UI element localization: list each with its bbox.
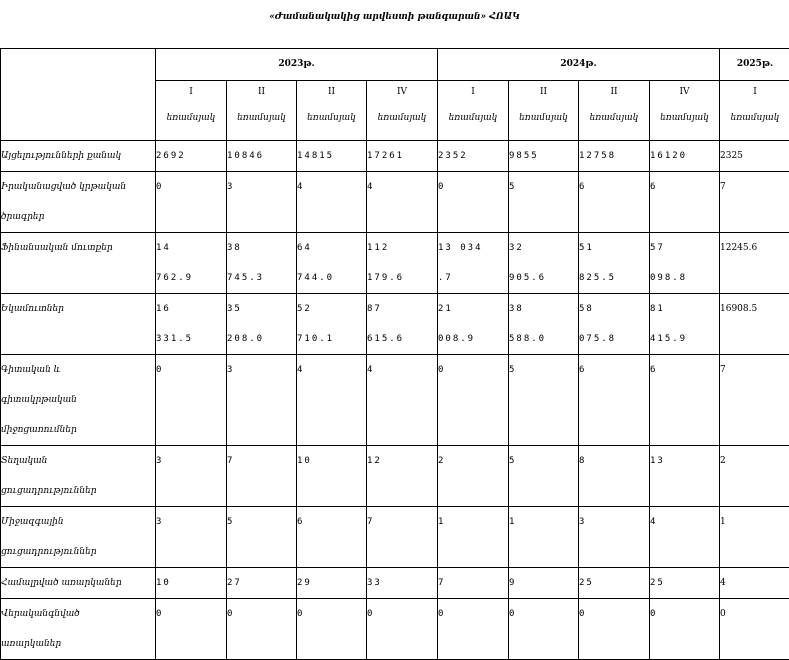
cell-value: 7 <box>227 446 296 476</box>
quarter-number: II <box>579 81 649 103</box>
data-cell <box>156 507 227 568</box>
data-cell <box>438 446 509 507</box>
table-row <box>1 507 789 568</box>
year-header-2023: 2023թ. <box>156 49 438 81</box>
table-row <box>1 172 789 233</box>
cell-value: 13 <box>650 446 719 476</box>
data-cell <box>720 446 789 507</box>
cell-value: 14 <box>156 233 226 263</box>
data-cell <box>297 507 367 568</box>
row-label-line: Գիտական և <box>1 355 155 385</box>
data-cell <box>227 233 297 294</box>
table-row <box>1 446 789 507</box>
cell-value: 52 <box>297 294 366 324</box>
cell-value: 3 <box>227 355 296 385</box>
data-cell <box>367 141 438 172</box>
data-cell <box>509 599 579 660</box>
row-label-line: ցուցադրություններ <box>1 537 155 567</box>
cell-value: 16120 <box>650 141 719 171</box>
data-cell <box>720 355 789 446</box>
data-cell <box>297 568 367 599</box>
data-cell <box>650 141 720 172</box>
data-cell <box>367 233 438 294</box>
data-cell <box>650 172 720 233</box>
table-row <box>1 568 789 599</box>
cell-value: 4 <box>367 172 437 202</box>
cell-value: 0 <box>156 172 226 202</box>
row-label-line: Ֆինանսական մուտքեր <box>1 233 155 263</box>
data-cell <box>650 233 720 294</box>
cell-value: 4 <box>720 568 789 598</box>
data-cell <box>438 568 509 599</box>
data-cell <box>650 507 720 568</box>
cell-value: 1 <box>438 507 508 537</box>
data-cell <box>367 446 438 507</box>
data-cell <box>509 294 579 355</box>
data-cell <box>720 141 789 172</box>
quarter-number: II <box>227 81 296 103</box>
cell-value: 58 <box>579 294 649 324</box>
cell-value: 17261 <box>367 141 437 171</box>
data-cell <box>509 141 579 172</box>
data-cell <box>579 233 650 294</box>
cell-value: 208.0 <box>227 324 296 354</box>
cell-value: 825.5 <box>579 263 649 293</box>
cell-value: 4 <box>297 172 366 202</box>
row-label-line: գիտակրթական <box>1 385 155 415</box>
cell-value: 10 <box>297 446 366 476</box>
cell-value: 7 <box>720 355 789 385</box>
cell-value: 16 <box>156 294 226 324</box>
cell-value: 9 <box>509 568 578 598</box>
data-cell <box>227 355 297 446</box>
cell-value: 57 <box>650 233 719 263</box>
quarter-number: II <box>509 81 578 103</box>
data-cell <box>297 294 367 355</box>
data-cell <box>297 599 367 660</box>
data-cell <box>509 355 579 446</box>
row-label-line: ցուցադրություններ <box>1 476 155 506</box>
cell-value: 0 <box>438 172 508 202</box>
data-cell <box>297 141 367 172</box>
data-cell <box>367 599 438 660</box>
cell-value: 0 <box>438 355 508 385</box>
data-cell <box>720 172 789 233</box>
year-header-2025: 2025թ. <box>720 49 789 81</box>
cell-value: 4 <box>650 507 719 537</box>
row-label <box>1 294 156 355</box>
cell-value: 0 <box>297 599 366 629</box>
cell-value: 2325 <box>720 141 789 171</box>
cell-value: 9855 <box>509 141 578 171</box>
table-row <box>1 294 789 355</box>
row-label <box>1 233 156 294</box>
row-label-line: առարկաներ <box>1 629 155 659</box>
quarter-word: եռամսյակ <box>227 103 296 133</box>
data-cell <box>156 172 227 233</box>
cell-value: 16908.5 <box>720 294 789 324</box>
quarter-number: IV <box>367 81 437 103</box>
row-label-line: Տեղական <box>1 446 155 476</box>
cell-value: 27 <box>227 568 296 598</box>
quarter-header <box>509 81 579 141</box>
data-cell <box>438 172 509 233</box>
cell-value: 38 <box>227 233 296 263</box>
cell-value: 33 <box>367 568 437 598</box>
row-label-line: Համալրված առարկաներ <box>1 568 155 598</box>
cell-value: 0 <box>720 599 789 629</box>
cell-value: 2692 <box>156 141 226 171</box>
data-cell <box>650 599 720 660</box>
data-cell <box>509 233 579 294</box>
data-cell <box>509 568 579 599</box>
data-cell <box>156 294 227 355</box>
data-cell <box>650 355 720 446</box>
cell-value: 2352 <box>438 141 508 171</box>
cell-value: 615.6 <box>367 324 437 354</box>
cell-value: 3 <box>227 172 296 202</box>
data-cell <box>156 599 227 660</box>
data-cell <box>227 568 297 599</box>
cell-value: 5 <box>509 446 578 476</box>
cell-value: 7 <box>720 172 789 202</box>
cell-value: 331.5 <box>156 324 226 354</box>
row-label <box>1 355 156 446</box>
cell-value: 87 <box>367 294 437 324</box>
quarter-header <box>720 81 789 141</box>
row-label-line: Վերականգնված <box>1 599 155 629</box>
data-cell <box>367 294 438 355</box>
data-cell <box>509 172 579 233</box>
quarter-number: IV <box>650 81 719 103</box>
row-label-line: միջոցառումներ <box>1 415 155 445</box>
cell-value: 098.8 <box>650 263 719 293</box>
data-cell <box>227 446 297 507</box>
data-cell <box>438 233 509 294</box>
data-cell <box>579 446 650 507</box>
quarter-word: եռամսյակ <box>720 103 789 133</box>
data-cell <box>156 568 227 599</box>
cell-value: 7 <box>367 507 437 537</box>
quarter-header <box>156 81 227 141</box>
data-cell <box>297 355 367 446</box>
cell-value: 10846 <box>227 141 296 171</box>
document-title: «Ժամանակակից արվեստի թանգարան» ՀՈԱԿ <box>0 12 789 22</box>
cell-value: 5 <box>509 172 578 202</box>
row-label <box>1 507 156 568</box>
quarter-header <box>227 81 297 141</box>
cell-value: 12245.6 <box>720 233 789 263</box>
quarter-number: I <box>438 81 508 103</box>
data-cell <box>579 355 650 446</box>
data-cell <box>227 172 297 233</box>
cell-value: 25 <box>579 568 649 598</box>
data-cell <box>367 568 438 599</box>
quarter-word: եռամսյակ <box>579 103 649 133</box>
cell-value: 710.1 <box>297 324 366 354</box>
data-cell <box>156 141 227 172</box>
data-cell <box>650 568 720 599</box>
data-cell <box>579 599 650 660</box>
row-label-line: ծրագրեր <box>1 202 155 232</box>
data-cell <box>438 294 509 355</box>
cell-value: 7 <box>438 568 508 598</box>
data-cell <box>438 599 509 660</box>
year-header-row <box>1 49 789 81</box>
cell-value: 415.9 <box>650 324 719 354</box>
cell-value: 3 <box>156 446 226 476</box>
cell-value: 81 <box>650 294 719 324</box>
cell-value: 0 <box>650 599 719 629</box>
cell-value: 5 <box>227 507 296 537</box>
cell-value: 6 <box>579 172 649 202</box>
quarter-word: եռամսյակ <box>650 103 719 133</box>
cell-value: 0 <box>156 355 226 385</box>
data-cell <box>579 568 650 599</box>
cell-value: 0 <box>438 599 508 629</box>
row-label <box>1 568 156 599</box>
cell-value: 35 <box>227 294 296 324</box>
data-cell <box>509 446 579 507</box>
cell-value: 21 <box>438 294 508 324</box>
data-cell <box>650 446 720 507</box>
quarter-word: եռամսյակ <box>509 103 578 133</box>
cell-value: 0 <box>509 599 578 629</box>
cell-value: 51 <box>579 233 649 263</box>
data-cell <box>367 355 438 446</box>
cell-value: 6 <box>650 355 719 385</box>
cell-value: 38 <box>509 294 578 324</box>
quarter-number: I <box>156 81 226 103</box>
cell-value: 10 <box>156 568 226 598</box>
data-cell <box>297 233 367 294</box>
data-cell <box>579 294 650 355</box>
data-cell <box>297 446 367 507</box>
cell-value: 3 <box>579 507 649 537</box>
cell-value: 64 <box>297 233 366 263</box>
table-row <box>1 233 789 294</box>
quarter-word: եռամսյակ <box>438 103 508 133</box>
data-cell <box>156 446 227 507</box>
cell-value: 32 <box>509 233 578 263</box>
row-label-line: Միջազգային <box>1 507 155 537</box>
cell-value: 588.0 <box>509 324 578 354</box>
cell-value: 2 <box>720 446 789 476</box>
data-cell <box>227 294 297 355</box>
statistics-table <box>0 48 789 660</box>
cell-value: 1 <box>509 507 578 537</box>
cell-value: 4 <box>297 355 366 385</box>
cell-value: 0 <box>579 599 649 629</box>
cell-value: 25 <box>650 568 719 598</box>
data-cell <box>720 507 789 568</box>
cell-value: 1 <box>720 507 789 537</box>
cell-value: 6 <box>650 172 719 202</box>
quarter-word: եռամսյակ <box>156 103 226 133</box>
data-cell <box>720 599 789 660</box>
quarter-header <box>438 81 509 141</box>
cell-value: 3 <box>156 507 226 537</box>
cell-value: 12 <box>367 446 437 476</box>
quarter-header <box>367 81 438 141</box>
cell-value: 8 <box>579 446 649 476</box>
cell-value: 075.8 <box>579 324 649 354</box>
cell-value: 744.0 <box>297 263 366 293</box>
quarter-header <box>650 81 720 141</box>
quarter-word: եռամսյակ <box>367 103 437 133</box>
data-cell <box>227 599 297 660</box>
data-cell <box>720 294 789 355</box>
table-row <box>1 599 789 660</box>
data-cell <box>579 172 650 233</box>
cell-value: 6 <box>297 507 366 537</box>
data-cell <box>367 507 438 568</box>
data-cell <box>227 507 297 568</box>
row-label-line: Այցելությունների քանակ <box>1 141 155 171</box>
cell-value: 12758 <box>579 141 649 171</box>
row-label <box>1 446 156 507</box>
cell-value: 179.6 <box>367 263 437 293</box>
data-cell <box>509 507 579 568</box>
data-cell <box>438 507 509 568</box>
cell-value: 4 <box>367 355 437 385</box>
table-row <box>1 141 789 172</box>
data-cell <box>579 141 650 172</box>
cell-value: 14815 <box>297 141 366 171</box>
quarter-word: եռամսյակ <box>297 103 366 133</box>
data-cell <box>156 355 227 446</box>
cell-value: 762.9 <box>156 263 226 293</box>
quarter-header <box>579 81 650 141</box>
cell-value: 13 034 <box>438 233 508 263</box>
row-label <box>1 599 156 660</box>
cell-value: 745.3 <box>227 263 296 293</box>
cell-value: 2 <box>438 446 508 476</box>
data-cell <box>650 294 720 355</box>
cell-value: .7 <box>438 263 508 293</box>
corner-cell <box>1 49 156 141</box>
row-label <box>1 172 156 233</box>
data-cell <box>720 568 789 599</box>
data-cell <box>579 507 650 568</box>
cell-value: 29 <box>297 568 366 598</box>
data-cell <box>438 141 509 172</box>
cell-value: 112 <box>367 233 437 263</box>
cell-value: 0 <box>367 599 437 629</box>
data-cell <box>720 233 789 294</box>
cell-value: 0 <box>156 599 226 629</box>
year-header-2024: 2024թ. <box>438 49 720 81</box>
data-cell <box>156 233 227 294</box>
data-cell <box>438 355 509 446</box>
data-cell <box>367 172 438 233</box>
row-label <box>1 141 156 172</box>
cell-value: 905.6 <box>509 263 578 293</box>
table-row <box>1 355 789 446</box>
quarter-number: I <box>720 81 789 103</box>
row-label-line: Եկամուտներ <box>1 294 155 324</box>
row-label-line: Իրականացված կրթական <box>1 172 155 202</box>
cell-value: 5 <box>509 355 578 385</box>
cell-value: 6 <box>579 355 649 385</box>
data-cell <box>227 141 297 172</box>
quarter-number: II <box>297 81 366 103</box>
quarter-header <box>297 81 367 141</box>
data-cell <box>297 172 367 233</box>
cell-value: 0 <box>227 599 296 629</box>
cell-value: 008.9 <box>438 324 508 354</box>
